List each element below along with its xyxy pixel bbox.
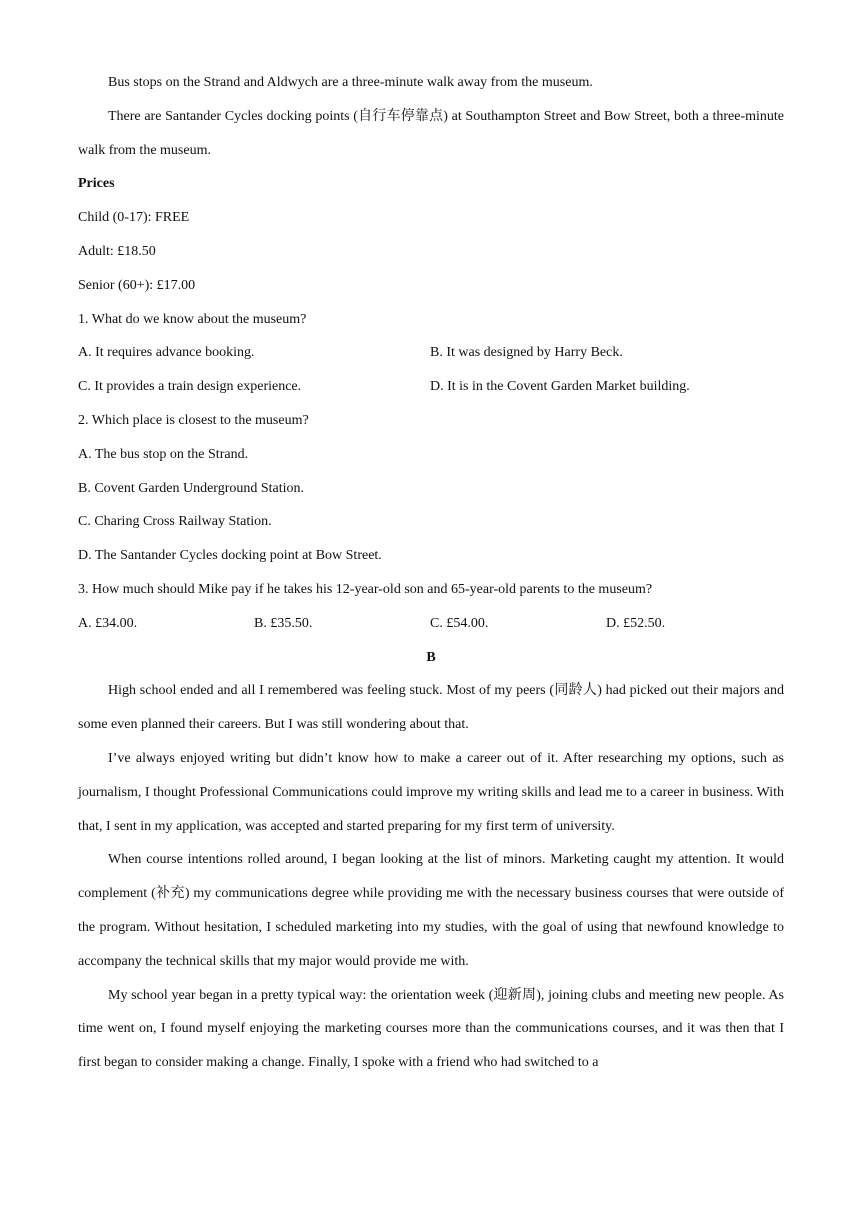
passage-b-paragraph-3: When course intentions rolled around, I began looking at the list of minors. Marketing caught my attention. It would complement (补充) my communications degree while providing me with the necessary business courses that were outside of the program. Without hesitation, I scheduled marketing into my studies, with the goal of using that newfound knowledge to accompany the technical skills that my major would provide me with. xyxy=(78,852,784,969)
question-3-option-d: D. £52.50. xyxy=(606,615,666,631)
question-1-options-row-2 xyxy=(78,370,784,404)
passage-b-paragraph-1: High school ended and all I remembered was feeling stuck. Most of my peers (同龄人) had picked out their majors and some even planned their careers. But I was still wondering about that. xyxy=(78,683,784,733)
question-3-option-b: B. £35.50. xyxy=(254,615,313,631)
passage-b-paragraph-4: My school year began in a pretty typical way: the orientation week (迎新周), joining clubs and meeting new people. As time went on, I found myself enjoying the marketing courses more than the communications courses, and it was then that I first began to consider making a change. Finally, I spoke with a friend who had switched to a xyxy=(78,987,784,1071)
question-2-stem: 2. Which place is closest to the museum? xyxy=(78,412,309,428)
question-2-option-b: B. Covent Garden Underground Station. xyxy=(78,480,305,496)
question-1-options-row-1 xyxy=(78,336,784,370)
question-2-option-d: D. The Santander Cycles docking point at Bow Street. xyxy=(78,548,382,564)
cycles-info: There are Santander Cycles docking points (自行车停靠点) at Southampton Street and Bow Street, both a three-minute walk from the museum. xyxy=(78,108,784,158)
question-2-option-a: A. The bus stop on the Strand. xyxy=(78,446,249,462)
prices-heading: Prices xyxy=(78,176,115,192)
document-page xyxy=(78,66,784,1080)
question-1-option-a: A. It requires advance booking. xyxy=(78,345,255,361)
price-child: Child (0-17): FREE xyxy=(78,210,190,226)
question-2-option-c: C. Charing Cross Railway Station. xyxy=(78,514,272,530)
passage-b-paragraph-2: I’ve always enjoyed writing but didn’t know how to make a career out of it. After researching my options, such as journalism, I thought Professional Communications could improve my writing skills and lead me to a career in business. With that, I sent in my application, was accepted and started preparing for my first term of university. xyxy=(78,750,784,834)
section-b-heading: B xyxy=(426,649,436,665)
price-senior: Senior (60+): £17.00 xyxy=(78,277,196,293)
question-3-option-a: A. £34.00. xyxy=(78,615,138,631)
price-adult: Adult: £18.50 xyxy=(78,243,156,259)
question-1-option-b: B. It was designed by Harry Beck. xyxy=(430,345,623,361)
question-1-option-d: D. It is in the Covent Garden Market building. xyxy=(430,379,690,395)
question-3-stem: 3. How much should Mike pay if he takes his 12-year-old son and 65-year-old parents to the museum? xyxy=(78,581,653,597)
bus-info: Bus stops on the Strand and Aldwych are a three-minute walk away from the museum. xyxy=(108,75,593,90)
question-1-stem: 1. What do we know about the museum? xyxy=(78,311,307,327)
question-1-option-c: C. It provides a train design experience. xyxy=(78,379,302,395)
question-3-options xyxy=(78,607,784,641)
question-3-option-c: C. £54.00. xyxy=(430,615,489,631)
